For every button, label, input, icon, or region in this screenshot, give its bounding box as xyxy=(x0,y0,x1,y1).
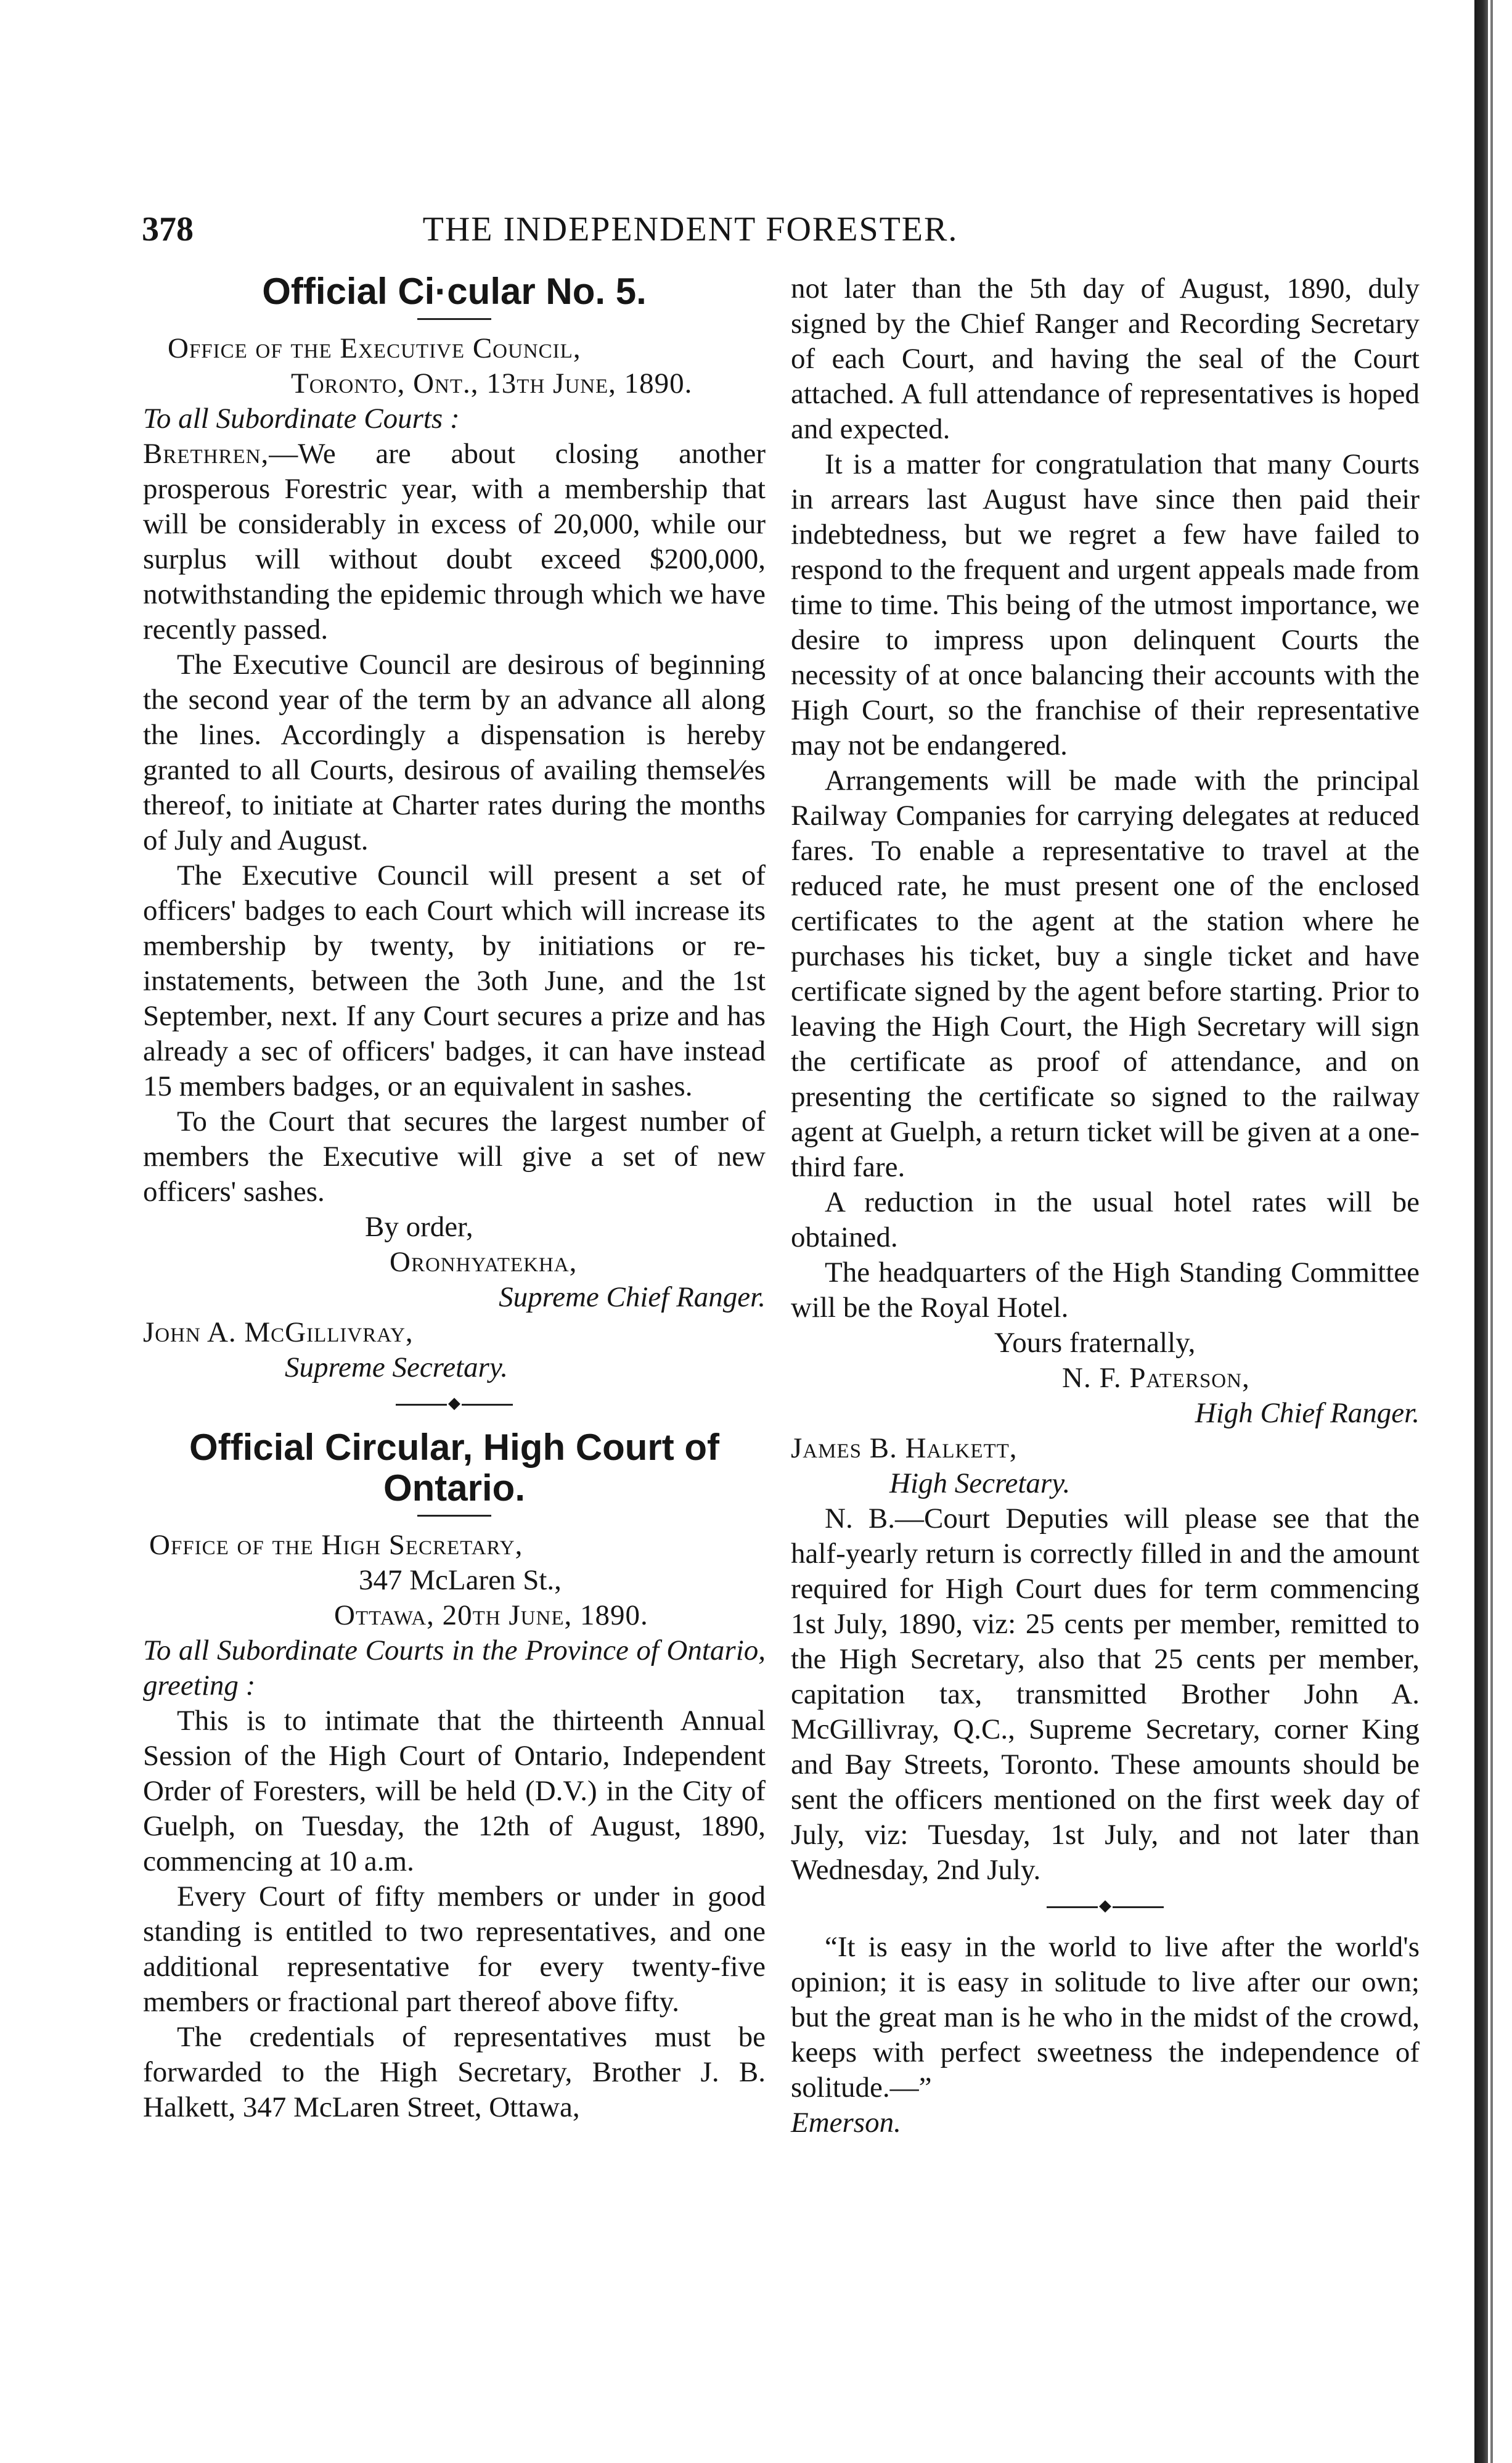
high-court-signer1-title: High Chief Ranger. xyxy=(1195,1397,1420,1429)
page-number: 378 xyxy=(142,210,194,248)
circular5-para4: To the Court that secures the largest number of members the Executive will give a set of new officers' sashes. xyxy=(143,1105,766,1208)
high-court-para3: The credentials of representatives must be forwarded to the High Secretary, Brother J. B. Halkett, 347 McLaren Street, Ottawa, xyxy=(143,2021,766,2123)
circular5-para1-lead: Brethren, xyxy=(143,438,269,470)
circular5-office: Office of the Executive Council, xyxy=(168,332,581,364)
high-court-para3-cont: not later than the 5th day of August, 1890, duly signed by the Chief Ranger and Recording Secretary of each Court, and having the seal of the Court attached. A full attendance of representatives is hoped and expected. xyxy=(791,273,1420,445)
high-court-para7: The headquarters of the High Standing Committee will be the Royal Hotel. xyxy=(791,1256,1420,1324)
high-court-para2: Every Court of fifty members or under in good standing is entitled to two representatives, and one additional representative for every twenty-five members or fractional part thereof above fifty. xyxy=(143,1880,766,2018)
circular5-signer1-title: Supreme Chief Ranger. xyxy=(499,1281,766,1313)
left-column xyxy=(143,271,766,2125)
high-court-office: Office of the High Secretary, xyxy=(149,1529,523,1561)
quote-text: “It is easy in the world to live after the world's opinion; it is easy in solitude to live after our own; but the great man is he who in the midst of the crowd, keeps with perfect sweetness the independence of solitude.—” xyxy=(791,1931,1420,2104)
title-rule-2 xyxy=(417,1515,491,1517)
high-court-signer2-title: High Secretary. xyxy=(889,1467,1071,1499)
high-court-address: 347 McLaren St., xyxy=(359,1564,562,1596)
page-edge-line xyxy=(1490,0,1493,2463)
high-court-nb: N. B.—Court Deputies will please see that the half-yearly return is correctly filled in and the amount required for High Court dues for term commencing 1st July, 1890, viz: 25 cents per member, remitted to the High Secretary, also that 25 cents per member, capitation tax, transmitted Brother John A. McGillivray, Q.C., Supreme Secretary, corner King and Bay Streets, Toronto. These amounts should be sent the officers mentioned on the first week day of July, viz: Tuesday, 1st July, and not later than Wednesday, 2nd July. xyxy=(791,1502,1420,1886)
quote-author: Emerson. xyxy=(791,2107,901,2139)
right-column xyxy=(791,271,1420,2141)
running-title: THE INDEPENDENT FORESTER. xyxy=(422,210,958,248)
page-edge-shadow xyxy=(1474,0,1488,2463)
circular5-para2: The Executive Council are desirous of beginning the second year of the term by an advance all along the lines. Accordingly a dispensation is hereby granted to all Courts, desirous of availing themsel∕es thereof, to initiate at Charter rates during the months of July and August. xyxy=(143,649,766,856)
high-court-signer1-name: N. F. Paterson, xyxy=(1062,1362,1250,1394)
title-rule xyxy=(417,318,491,320)
circular5-salutation: To all Subordinate Courts : xyxy=(143,403,460,435)
high-court-para1: This is to intimate that the thirteenth Annual Session of the High Court of Ontario, Independent Order of Foresters, will be held (D.V.) in the City of Guelph, on Tuesday, the 12th of August, 1890, commencing at 10 a.m. xyxy=(143,1705,766,1877)
high-court-para6: A reduction in the usual hotel rates will be obtained. xyxy=(791,1186,1420,1253)
section-ornament xyxy=(396,1404,513,1406)
page-header xyxy=(142,210,1097,259)
circular5-signer2-title: Supreme Secretary. xyxy=(285,1351,508,1383)
circular5-signer1-name: Oronhyatekha, xyxy=(390,1246,578,1278)
high-court-place-date: Ottawa, 20th June, 1890. xyxy=(334,1599,648,1631)
high-court-closing: Yours fraternally, xyxy=(994,1327,1196,1359)
high-court-para4: It is a matter for congratulation that many Courts in arrears last August have since then paid their indebtedness, but we regret a few have failed to respond to the frequent and urgent appeals made from time to time. This being of the utmost importance, we desire to impress upon delinquent Courts the necessity of at once balancing their accounts with the High Court, so the franchise of their representative may not be endangered. xyxy=(791,448,1420,761)
circular5-para1 xyxy=(143,436,766,647)
circular5-signer2-name: John A. McGillivray, xyxy=(143,1316,414,1348)
circular5-by-order: By order, xyxy=(365,1211,473,1243)
section-ornament-2 xyxy=(1047,1906,1164,1908)
circular5-place-date: Toronto, Ont., 13th June, 1890. xyxy=(291,367,693,400)
high-court-salutation: To all Subordinate Courts in the Province of Ontario, greeting : xyxy=(143,1634,766,1702)
high-court-title: Official Circular, High Court of Ontario. xyxy=(189,1427,720,1509)
circular5-para3: The Executive Council will present a set of officers' badges to each Court which will increase its membership by twenty, by initiations or re-instatements, between the 3oth June, and the 1st September, next. If any Court secures a prize and has already a sec of officers' badges, it can have instead 15 members badges, or an equivalent in sashes. xyxy=(143,859,766,1102)
circular5-para1-text: —We are about closing another prosperous Forestric year, with a membership that will be considerably in excess of 20,000, while our surplus will without doubt exceed $200,000, notwithstanding the epidemic through which we have recently passed. xyxy=(143,438,766,645)
high-court-signer2-name: James B. Halkett, xyxy=(791,1432,1018,1464)
circular5-title: Official Ci·cular No. 5. xyxy=(262,271,647,312)
high-court-para5: Arrangements will be made with the principal Railway Companies for carrying delegates at reduced fares. To enable a representative to travel at the reduced rate, he must present one of the enclosed certificates to the agent at the station where he purchases his ticket, buy a single ticket and have certificate signed by the agent before starting. Prior to leaving the High Court, the High Secretary will sign the certificate as proof of attendance, and on presenting the certificate so signed to the railway agent at Guelph, a return ticket will be given at a one-third fare. xyxy=(791,764,1420,1183)
